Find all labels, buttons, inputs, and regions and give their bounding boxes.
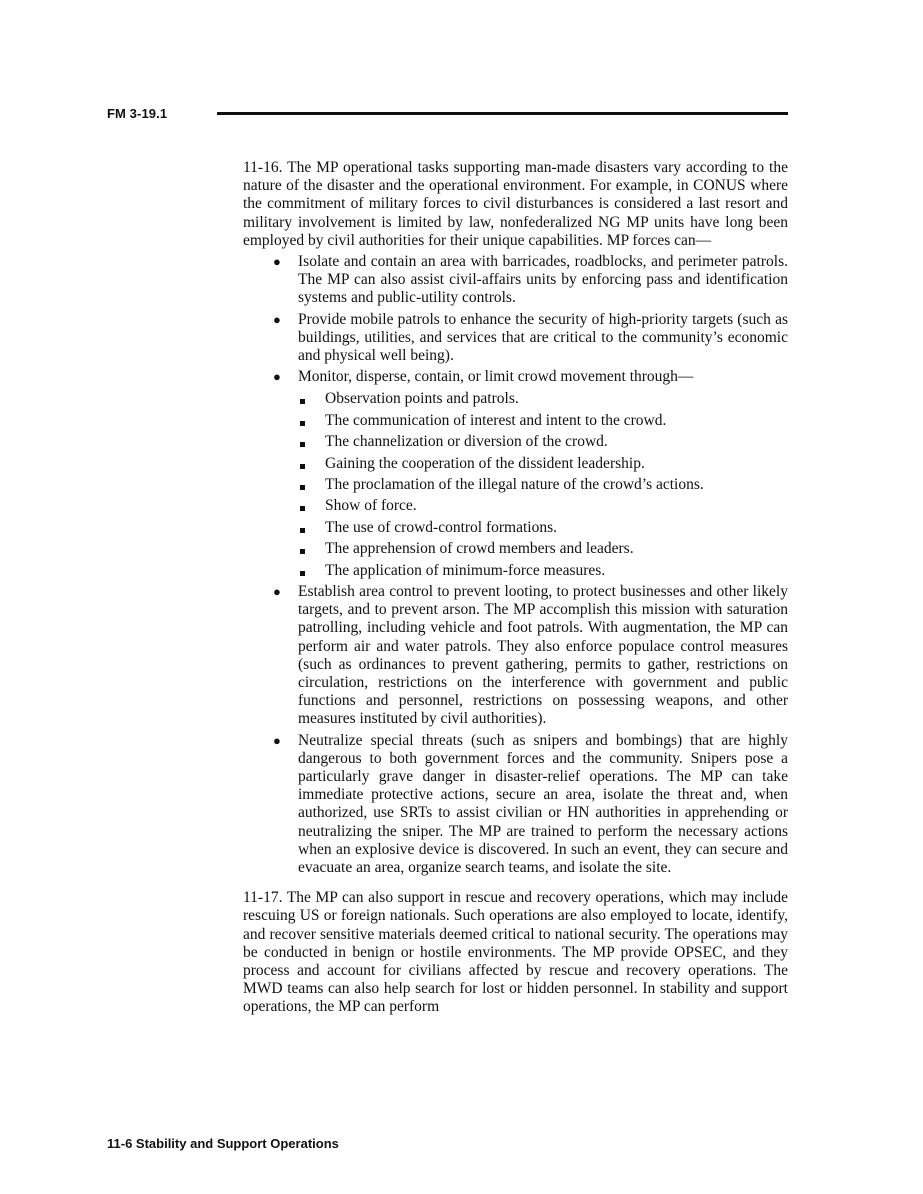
square-bullet-icon: [300, 528, 305, 533]
square-bullet-icon: [300, 464, 305, 469]
bullet-icon: ●: [273, 311, 281, 327]
square-bullet-icon: [300, 442, 305, 447]
list-item: ● Isolate and contain an area with barricades, roadblocks, and perimeter patrols. The MP can also assist civil-affairs units by enforcing pass and identification systems and public-utility controls.: [273, 253, 788, 307]
sub-list-item: The use of crowd-control formations.: [298, 519, 788, 537]
square-bullet-icon: [300, 399, 305, 404]
square-bullet-icon: [300, 506, 305, 511]
paragraph-number: 11-16.: [243, 159, 283, 176]
square-bullet-icon: [300, 421, 305, 426]
capabilities-list: [243, 253, 788, 877]
bullet-icon: ●: [273, 583, 281, 599]
square-bullet-icon: [300, 485, 305, 490]
crowd-movement-sublist: [298, 390, 788, 579]
sub-list-item: Observation points and patrols.: [298, 390, 788, 408]
sub-list-item: The channelization or diversion of the crowd.: [298, 433, 788, 451]
square-bullet-icon: [300, 571, 305, 576]
paragraph-11-16: [243, 159, 788, 250]
sub-list-item: The application of minimum-force measures.: [298, 562, 788, 580]
sub-list-item: Show of force.: [298, 497, 788, 515]
square-bullet-icon: [300, 549, 305, 554]
bullet-icon: ●: [273, 254, 281, 270]
paragraph-11-17: [243, 889, 788, 1016]
bullet-icon: ●: [273, 732, 281, 748]
sub-list-item: Gaining the cooperation of the dissident leadership.: [298, 455, 788, 473]
list-item: ● Monitor, disperse, contain, or limit crowd movement through— Observation points and patrols. The communication of interest and intent to the crowd. The channelization or diversion of the crowd. Gaining the cooperation of the dissident leadership. The proclamation of the illegal nature of the crowd’s actions. Show of force. The use of crowd-control formations. The apprehension of crowd members and leaders. The application of minimum-force measures.: [243, 368, 788, 580]
bullet-icon: ●: [273, 369, 281, 385]
list-item: ● Provide mobile patrols to enhance the security of high-priority targets (such as buildings, utilities, and services that are critical to the community’s economic and physical well being).: [273, 310, 788, 365]
page-body: [243, 159, 788, 1017]
page-footer: 11-6 Stability and Support Operations: [107, 1136, 339, 1151]
running-header: FM 3-19.1: [107, 106, 168, 121]
paragraph-number: 11-17.: [243, 889, 283, 907]
paragraph-text: The MP operational tasks supporting man-made disasters vary according to the nature of the disaster and the operational environment. For example, in CONUS where the commitment of military forces to civil disturbances is considered a last resort and military involvement is limited by law, nonfederalized NG MP units have long been employed by civil authorities for their unique capabilities. MP forces can—: [243, 159, 788, 249]
list-item: ● Neutralize special threats (such as snipers and bombings) that are highly dangerous to both government forces and the community. Snipers pose a particularly grave danger in disaster-relief operations. The MP can take immediate protective actions, secure an area, isolate the threat and, when authorized, use SRTs to assist civilian or HN authorities in apprehending or neutralizing the sniper. The MP are trained to perform the necessary actions when an explosive device is discovered. In such an event, they can secure and evacuate an area, organize search teams, and isolate the site.: [273, 731, 788, 876]
list-item: ● Establish area control to prevent looting, to protect businesses and other likely targets, and to prevent arson. The MP accomplish this mission with saturation patrolling, including vehicle and foot patrols. With augmentation, the MP can perform air and water patrols. They also enforce populace control measures (such as ordinances to prevent gathering, permits to gather, restrictions on circulation, restrictions on the interference with government and public functions and personnel, restrictions on possessing weapons, and other measures instituted by civil authorities).: [273, 582, 788, 728]
sub-list-item: The proclamation of the illegal nature of the crowd’s actions.: [298, 476, 788, 494]
paragraph-text: The MP can also support in rescue and recovery operations, which may include rescuing US or foreign nationals. Such operations are also employed to locate, identify, and recover sensitive materials deemed critical to national security. The operations may be conducted in benign or hostile environments. The MP provide OPSEC, and they process and account for civilians affected by rescue and recovery operations. The MWD teams can also help search for lost or hidden personnel. In stability and support operations, the MP can perform: [243, 889, 788, 1016]
header-rule: [217, 112, 788, 115]
sub-list-item: The communication of interest and intent to the crowd.: [298, 412, 788, 430]
sub-list-item: The apprehension of crowd members and leaders.: [298, 540, 788, 558]
